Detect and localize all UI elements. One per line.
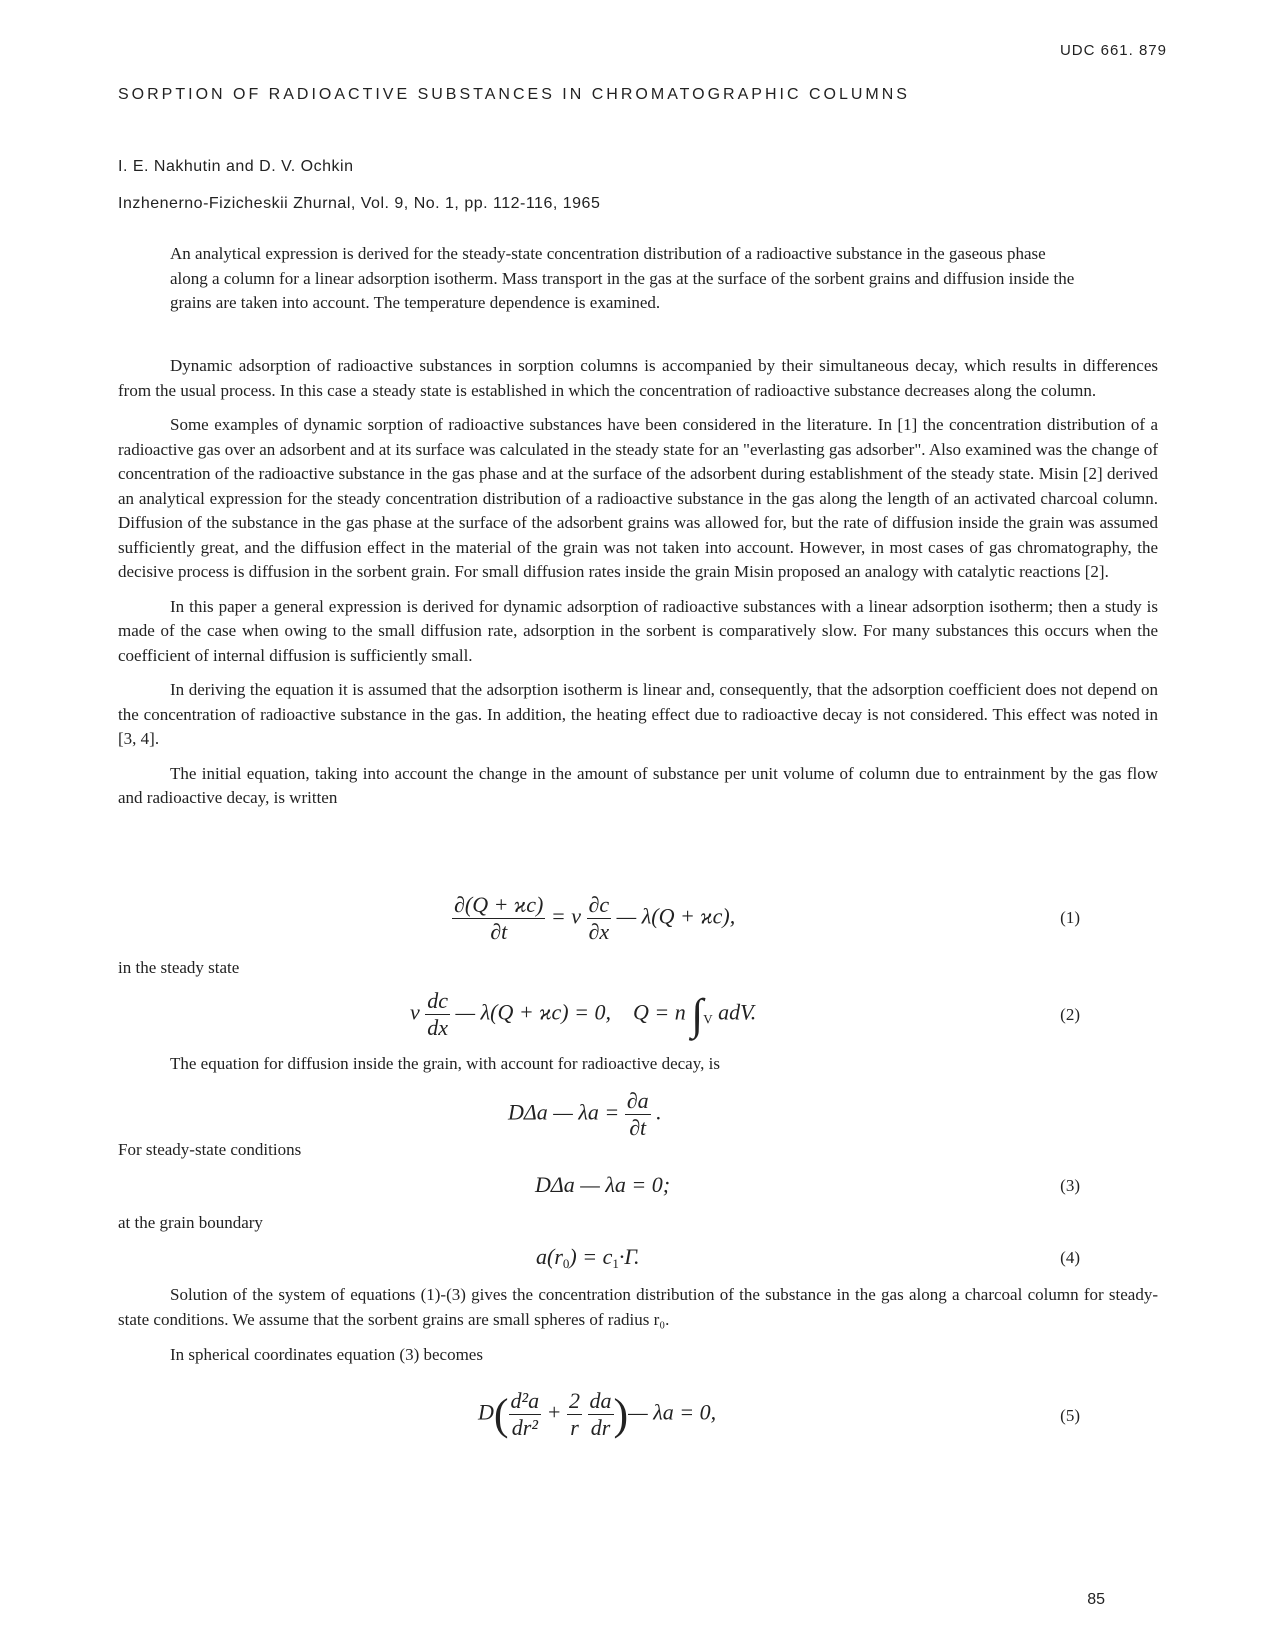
text-steady-conditions: For steady-state conditions	[118, 1140, 302, 1159]
text-grain-boundary: at the grain boundary	[118, 1213, 263, 1232]
text-steady-state: in the steady state	[118, 958, 240, 977]
body-text	[118, 354, 1158, 811]
equation-number: (3)	[1060, 1176, 1080, 1195]
page-number: 85	[1087, 1591, 1105, 1608]
equation-number: (4)	[1060, 1248, 1080, 1267]
paragraph: In this paper a general expression is derived for dynamic adsorption of radioactive substances with a linear adsorption isotherm; then a study is made of the case when owing to the small diffusion rate, adsorption in the sorbent is comparatively slow. For many substances this occurs when the coefficient of internal diffusion is sufficiently small.	[118, 596, 1158, 665]
journal-citation: Inzhenerno-Fizicheskii Zhurnal, Vol. 9, No. 1, pp. 112-116, 1965	[118, 195, 601, 212]
authors: I. E. Nakhutin and D. V. Ochkin	[118, 158, 354, 175]
text-diffusion: The equation for diffusion inside the grain, with account for radioactive decay, is	[170, 1054, 720, 1073]
text-spherical: In spherical coordinates equation (3) becomes	[170, 1345, 483, 1364]
udc-code: UDC 661. 879	[1059, 42, 1167, 59]
equation-number: (5)	[1060, 1406, 1080, 1425]
equation-5: D( $\frac{\text{d²a}}{\text{dr²}}$ + $\frac{2}{r}$ $\frac{da}{dr}$ )— λa = 0,	[478, 1388, 717, 1440]
paragraph: The initial equation, taking into account the change in the amount of substance per unit volume of column due to entrainment by the gas flow and radioactive decay, is written	[118, 763, 1158, 807]
equation-number: (2)	[1060, 1005, 1080, 1024]
abstract: An analytical expression is derived for the steady-state concentration distribution of a radioactive substance in the gaseous phase along a column for a linear adsorption isotherm. Mass transport in the gas at the surface of the sorbent grains and diffusion inside the grains are taken into account. The temperature dependence is examined.	[170, 244, 1075, 312]
paper-title: SORPTION OF RADIOACTIVE SUBSTANCES IN CHROMATOGRAPHIC COLUMNS	[118, 86, 910, 103]
equation-diffusion: DΔa — λa = $\frac{\partial a}{\partial t}$ .	[508, 1088, 662, 1140]
paragraph: Dynamic adsorption of radioactive substances in sorption columns is accompanied by their simultaneous decay, which results in differences from the usual process. In this case a steady state is established in which the concentration of radioactive substance decreases along the column.	[118, 356, 1158, 400]
paragraph: Solution of the system of equations (1)-(3) gives the concentration distribution of the substance in the gas along a charcoal column for steady-state conditions. We assume that the sorbent grains are small spheres of radius r₀.	[118, 1285, 1158, 1329]
equation-4: $a(r_0) = c_1\cdot\Gamma$.	[536, 1244, 640, 1271]
equation-1: $\frac{\partial(Q + ϰc)}{\partial t}$ = v $\frac{\partial c}{\partial x}$ — λ(Q + ϰc),	[454, 892, 736, 944]
equation-2: v $\frac{dc}{dx}$ — λ(Q + ϰc) = 0, Q = n $\int_V$ adV.	[410, 988, 757, 1040]
equation-3: DΔa — λa = 0;	[535, 1172, 671, 1197]
equation-number: (1)	[1060, 908, 1080, 927]
solution-paragraph	[118, 1283, 1158, 1332]
paragraph: In deriving the equation it is assumed that the adsorption isotherm is linear and, consequently, that the adsorption coefficient does not depend on the concentration of radioactive substance in the gas. In addition, the heating effect due to radioactive decay is not considered. This effect was noted in [3, 4].	[118, 680, 1158, 748]
paragraph: Some examples of dynamic sorption of radioactive substances have been considered in the literature. In [1] the concentration distribution of a radioactive gas over an adsorbent and at its surface was calculated in the steady state for an "everlasting gas adsorber". Also examined was the change of concentration of the radioactive substance in the gas phase and at the surface of the adsorbent during establishment of the steady state. Misin [2] derived an analytical expression for the steady concentration distribution of a radioactive substance in the gas along the length of an activated charcoal column. Diffusion of the substance in the gas phase at the surface of the adsorbent grains was allowed for, but the rate of diffusion inside the grain was assumed sufficiently great, and the diffusion effect in the material of the grain was not taken into account. However, in most cases of gas chromatography, the decisive process is diffusion in the sorbent grain. For small diffusion rates inside the grain Misin proposed an analogy with catalytic reactions [2].	[118, 415, 1158, 581]
